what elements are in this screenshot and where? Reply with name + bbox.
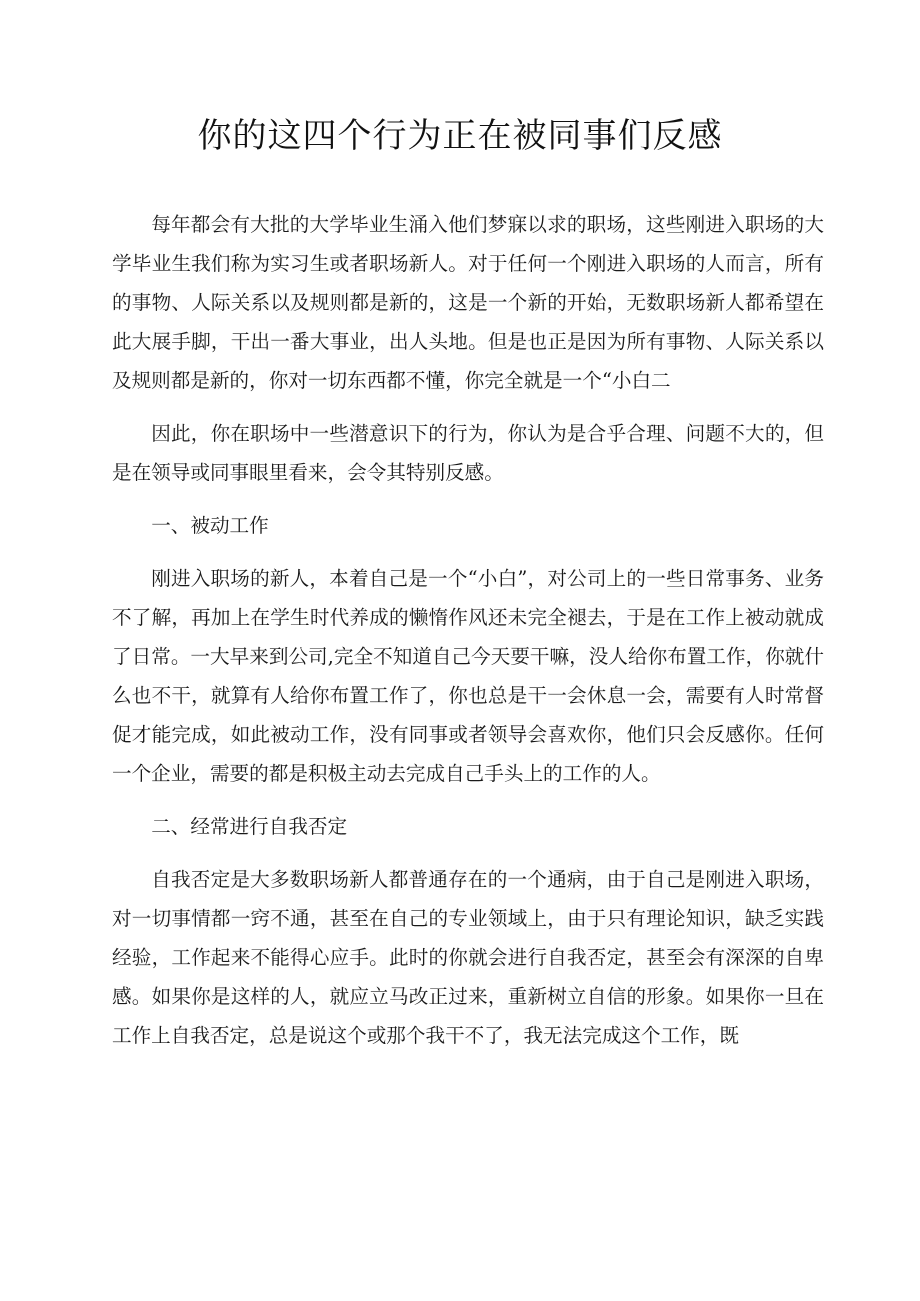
paragraph-passive-work: 刚进入职场的新人，本着自己是一个“小白”，对公司上的一些日常事务、业务不了解，再加上在学生时代养成的懒惰作风还未完全褪去，于是在工作上被动就成了日常。一大早来到公司,完全不知道自己今天要干嘛，没人给你布置工作，你就什么也不干，就算有人给你布置工作了，你也总是干一会休息一会，需要有人时常督促才能完成，如此被动工作，没有同事或者领导会喜欢你，他们只会反感你。任何一个企业，需要的都是积极主动去完成自己手头上的工作的人。 (112, 567, 824, 785)
section-heading-passive-work: 一、被动工作 (151, 514, 269, 537)
document-title: 你的这四个行为正在被同事们反感 (197, 116, 723, 156)
document-body (112, 205, 824, 1069)
paragraph-self-denial: 自我否定是大多数职场新人都普通存在的一个通病，由于自己是刚进入职场，对一切事情都一窍不通，甚至在自己的专业领域上，由于只有理论知识，缺乏实践经验，工作起来不能得心应手。此时的你就会进行自我否定，甚至会有深深的自卑感。如果你是这样的人，就应立马改正过来，重新树立自信的形象。如果你一旦在工作上自我否定，总是说这个或那个我干不了，我无法完成这个工作，既 (112, 868, 824, 1047)
paragraph-intro: 每年都会有大批的大学毕业生涌入他们梦寐以求的职场，这些刚进入职场的大学毕业生我们称为实习生或者职场新人。对于任何一个刚进入职场的人而言，所有的事物、人际关系以及规则都是新的，这是一个新的开始，无数职场新人都希望在此大展手脚，干出一番大事业，出人头地。但是也正是因为所有事物、人际关系以及规则都是新的，你对一切东西都不懂，你完全就是一个“小白二 (112, 213, 824, 392)
section-heading-self-denial: 二、经常进行自我否定 (151, 815, 348, 838)
paragraph-consequence: 因此，你在职场中一些潜意识下的行为，你认为是合乎合理、问题不大的，但是在领导或同事眼里看来，会令其特别反感。 (112, 422, 824, 484)
